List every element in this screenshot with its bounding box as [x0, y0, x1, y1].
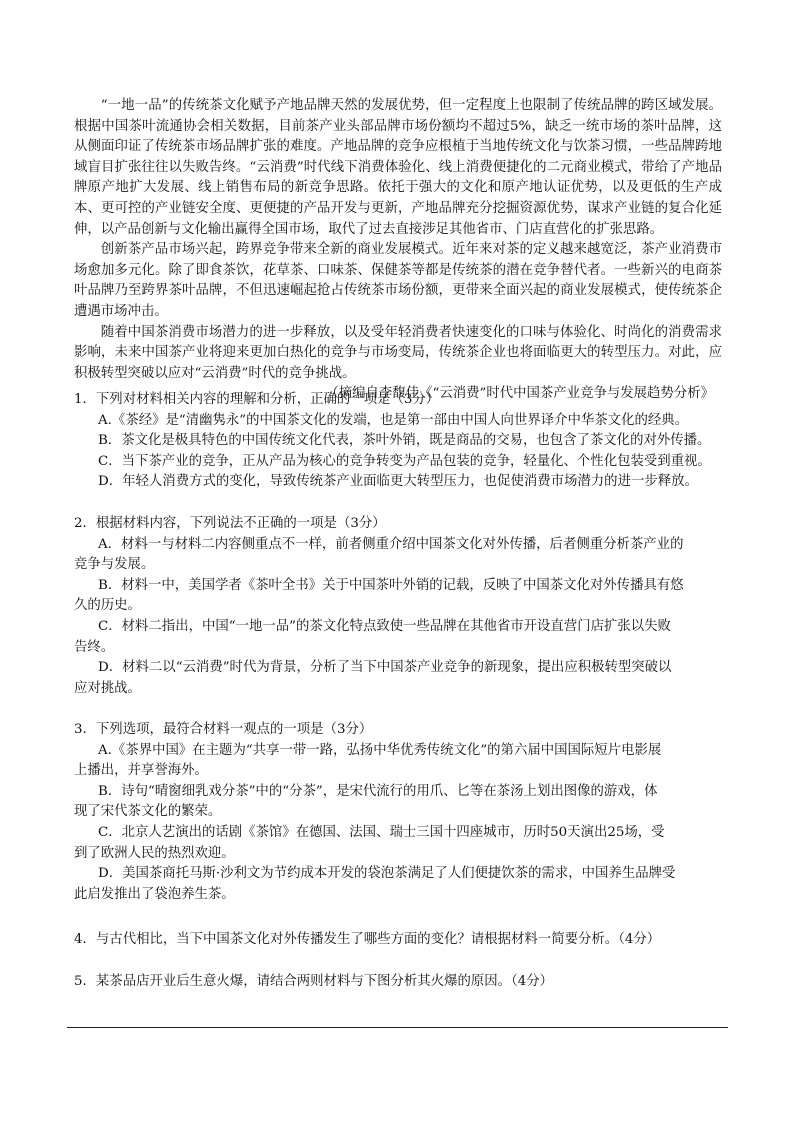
passage-paragraph-1: “一地一品”的传统茶文化赋予产地品牌天然的发展优势，但一定程度上也限制了传统品牌的跨区域发展。根据中国茶叶流通协会相关数据，目前茶产业头部品牌市场份额均不超过5%，缺乏一统市场的茶叶品牌，这从侧面印证了传统茶市场品牌扩张的难度。产地品牌的竞争应根植于当地传统文化与饮茶习惯，一些品牌跨地域盲目扩张往往以失败告终。“云消费”时代线下消费体验化、线上消费便捷化的二元商业模式，带给了产地品牌原产地扩大发展、线上销售布局的新竞争思路。依托于强大的文化和原产地认证优势，以及更低的生产成本、更可控的产业链安全度、更便捷的产品开发与更新，产地品牌充分挖掘资源优势，谋求产业链的复合化延伸，以产品创新与文化输出赢得全国市场，取代了过去直接涉足其他省市、门店直营化的扩张思路。 [74, 98, 722, 237]
question-2-stem: 2．根据材料内容，下列说法不正确的一项是（3分） [74, 516, 386, 531]
question-5-stem: 5．某茶品店开业后生意火爆，请结合两则材料与下图分析其火爆的原因。（4分） [74, 974, 554, 989]
question-3-option-c-line-1: C．北京人艺演出的话剧《茶馆》在德国、法国、瑞士三国十四座城市，历时50天演出25场，受 [98, 824, 665, 840]
question-3 [74, 720, 722, 905]
question-2-option-a-line-1: A．材料一与材料二内容侧重点不一样，前者侧重介绍中国茶文化对外传播，后者侧重分析茶产业的 [98, 536, 684, 552]
question-2-option-d [74, 658, 722, 699]
question-5 [74, 972, 722, 993]
question-3-option-a-line-2: 上播出，并享誉海外。 [74, 763, 208, 779]
question-2-option-b [74, 576, 722, 617]
footer-divider [67, 1027, 728, 1028]
question-3-stem: 3．下列选项，最符合材料一观点的一项是（3分） [74, 722, 373, 737]
question-2-option-c [74, 617, 722, 658]
question-3-option-b-line-1: B．诗句“晴窗细乳戏分茶”中的“分茶”，是宋代流行的用爪、匕等在茶汤上划出图像的游戏，体 [98, 783, 658, 799]
question-2-option-a [74, 535, 722, 576]
question-1 [74, 390, 722, 493]
question-2-option-d-line-2: 应对挑战。 [74, 680, 141, 696]
question-1-option-b: B．茶文化是极具特色的中国传统文化代表，茶叶外销，既是商品的交易，也包含了茶文化的对外传播。 [98, 433, 711, 449]
question-2-option-b-line-2: 久的历史。 [74, 598, 141, 614]
question-1-option-a: A.《茶经》是“清幽隽永”的中国茶文化的发端，也是第一部由中国人向世界译介中华茶文化的经典。 [98, 412, 689, 428]
question-2 [74, 514, 722, 699]
question-3-option-c-line-2: 到了欧洲人民的热烈欢迎。 [74, 845, 235, 861]
question-3-option-b-line-2: 现了宋代茶文化的繁荣。 [74, 804, 222, 820]
question-2-option-b-line-1: B．材料一中，美国学者《茶叶全书》关于中国茶叶外销的记载，反映了中国茶文化对外传播具有悠 [98, 577, 684, 593]
question-1-option-c: C．当下茶产业的竞争，正从产品为核心的竞争转变为产品包装的竞争，轻量化、个性化包装受到重视。 [98, 453, 711, 469]
question-2-option-d-line-1: D．材料二以“云消费”时代为背景，分析了当下中国茶产业竞争的新现象，提出应积极转型突破以 [98, 660, 672, 676]
question-3-option-d-line-1: D．美国茶商托马斯·沙利文为节约成本开发的袋泡茶满足了人们便捷饮茶的需求，中国养生品牌受 [98, 866, 676, 882]
question-3-option-d [74, 864, 722, 905]
question-3-option-a [74, 741, 722, 782]
question-3-option-c [74, 823, 722, 864]
question-3-option-d-line-2: 此启发推出了袋泡养生茶。 [74, 886, 235, 902]
question-4 [74, 930, 722, 951]
question-1-option-d: D．年轻人消费方式的变化，导致传统茶产业面临更大转型压力，也促使消费市场潜力的进一步释放。 [98, 474, 698, 490]
question-1-stem: 1．下列对材料相关内容的理解和分析，正确的一项是（3分） [74, 392, 440, 407]
passage-paragraph-3: 随着中国茶消费市场潜力的进一步释放，以及受年轻消费者快速变化的口味与体验化、时尚化的消费需求影响，未来中国茶产业将迎来更加白热化的竞争与市场变局，传统茶企业也将面临更大的转型压力。对此，应积极转型突破以应对“云消费”时代的竞争挑战。 [74, 324, 722, 381]
passage-source: （摘编自李馥佳《“云消费”时代中国茶产业竞争与发展趋势分析》 [325, 386, 714, 402]
question-2-option-c-line-2: 告终。 [74, 639, 115, 655]
reading-passage [74, 96, 722, 405]
question-2-option-c-line-1: C．材料二指出，中国“一地一品”的茶文化特点致使一些品牌在其他省市开设直营门店扩张以失败 [98, 618, 671, 634]
question-3-option-b [74, 782, 722, 823]
question-4-stem: 4．与古代相比，当下中国茶文化对外传播发生了哪些方面的变化？请根据材料一简要分析。（4分） [74, 932, 661, 947]
question-3-option-a-line-1: A.《茶界中国》在主题为“共享一带一路，弘扬中华优秀传统文化”的第六届中国国际短片电影展 [98, 742, 662, 758]
passage-paragraph-2: 创新茶产品市场兴起，跨界竞争带来全新的商业发展模式。近年来对茶的定义越来越宽泛，茶产业消费市场愈加多元化。除了即食茶饮，花草茶、口味茶、保健茶等都是传统茶的潜在竞争替代者。一些新兴的电商茶叶品牌乃至跨界茶叶品牌，不但迅速崛起抢占传统茶市场份额，更带来全面兴起的商业发展模式，使传统茶企遭遇市场冲击。 [74, 242, 722, 319]
question-2-option-a-line-2: 竞争与发展。 [74, 557, 155, 573]
